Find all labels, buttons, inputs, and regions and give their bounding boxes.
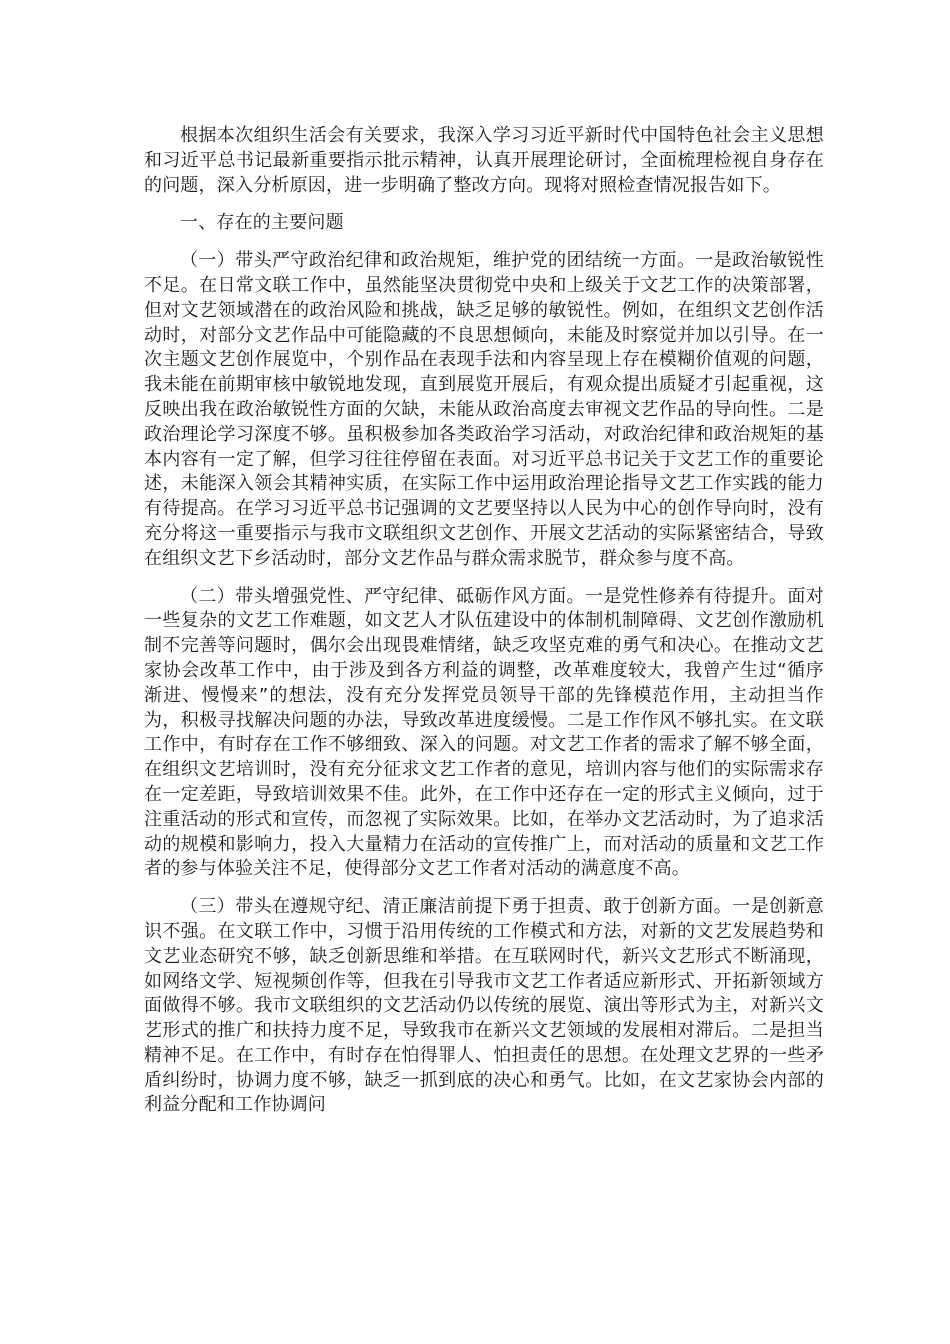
section-heading: 一、存在的主要问题 — [180, 212, 344, 234]
document-page — [144, 124, 824, 1131]
paragraph-political-discipline: （一）带头严守政治纪律和政治规矩，维护党的团结统一方面。一是政治敏锐性不足。在日常文联工作中，虽然能坚决贯彻党中央和上级关于文艺工作的决策部署，但对文艺领域潜在的政治风险和挑战，缺乏足够的敏锐性。例如，在组织文艺创作活动时，对部分文艺作品中可能隐藏的不良思想倾向，未能及时察觉并加以引导。在一次主题文艺创作展览中，个别作品在表现手法和内容呈现上存在模糊价值观的问题，我未能在前期审核中敏锐地发现，直到展览开展后，有观众提出质疑才引起重视，这反映出我在政治敏锐性方面的欠缺，未能从政治高度去审视文艺作品的导向性。二是政治理论学习深度不够。虽积极参加各类政治学习活动，对政治纪律和政治规矩的基本内容有一定了解，但学习往往停留在表面。对习近平总书记关于文艺工作的重要论述，未能深入领会其精神实质，在实际工作中运用政治理论指导文艺工作实践的能力有待提高。在学习习近平总书记强调的文艺要坚持以人民为中心的创作导向时，没有充分将这一重要指示与我市文联组织文艺创作、开展文艺活动的实际紧密结合，导致在组织文艺下乡活动时，部分文艺作品与群众需求脱节，群众参与度不高。 — [144, 250, 824, 569]
paragraph-innovation: （三）带头在遵规守纪、清正廉洁前提下勇于担责、敢于创新方面。一是创新意识不强。在文联工作中，习惯于沿用传统的工作模式和方法，对新的文艺发展趋势和文艺业态研究不够，缺乏创新思维和举措。在互联网时代，新兴文艺形式不断涌现，如网络文学、短视频创作等，但我在引导我市文艺工作者适应新形式、开拓新领域方面做得不够。我市文联组织的文艺活动仍以传统的展览、演出等形式为主，对新兴文艺形式的推广和扶持力度不足，导致我市在新兴文艺领域的发展相对滞后。二是担当精神不足。在工作中，有时存在怕得罪人、怕担责任的思想。在处理文艺界的一些矛盾纠纷时，协调力度不够，缺乏一抓到底的决心和勇气。比如，在文艺家协会内部的利益分配和工作协调问 — [144, 896, 824, 1116]
intro-paragraph: 根据本次组织生活会有关要求，我深入学习习近平新时代中国特色社会主义思想和习近平总书记最新重要指示批示精神，认真开展理论研讨，全面梳理检视自身存在的问题，深入分析原因，进一步明确了整改方向。现将对照检查情况报告如下。 — [144, 125, 824, 196]
paragraph-party-spirit: （二）带头增强党性、严守纪律、砥砺作风方面。一是党性修养有待提升。面对一些复杂的文艺工作难题，如文艺人才队伍建设中的体制机制障碍、文艺创作激励机制不完善等问题时，偶尔会出现畏难情绪，缺乏攻坚克难的勇气和决心。在推动文艺家协会改革工作中，由于涉及到各方利益的调整，改革难度较大，我曾产生过“循序渐进、慢慢来”的想法，没有充分发挥党员领导干部的先锋模范作用，主动担当作为，积极寻找解决问题的办法，导致改革进度缓慢。二是工作作风不够扎实。在文联工作中，有时存在工作不够细致、深入的问题。对文艺工作者的需求了解不够全面，在组织文艺培训时，没有充分征求文艺工作者的意见，培训内容与他们的实际需求存在一定差距，导致培训效果不佳。此外，在工作中还存在一定的形式主义倾向，过于注重活动的形式和宣传，而忽视了实际效果。比如，在举办文艺活动时，为了追求活动的规模和影响力，投入大量精力在活动的宣传推广上，而对活动的质量和文艺工作者的参与体验关注不足，使得部分文艺工作者对活动的满意度不高。 — [144, 585, 824, 880]
